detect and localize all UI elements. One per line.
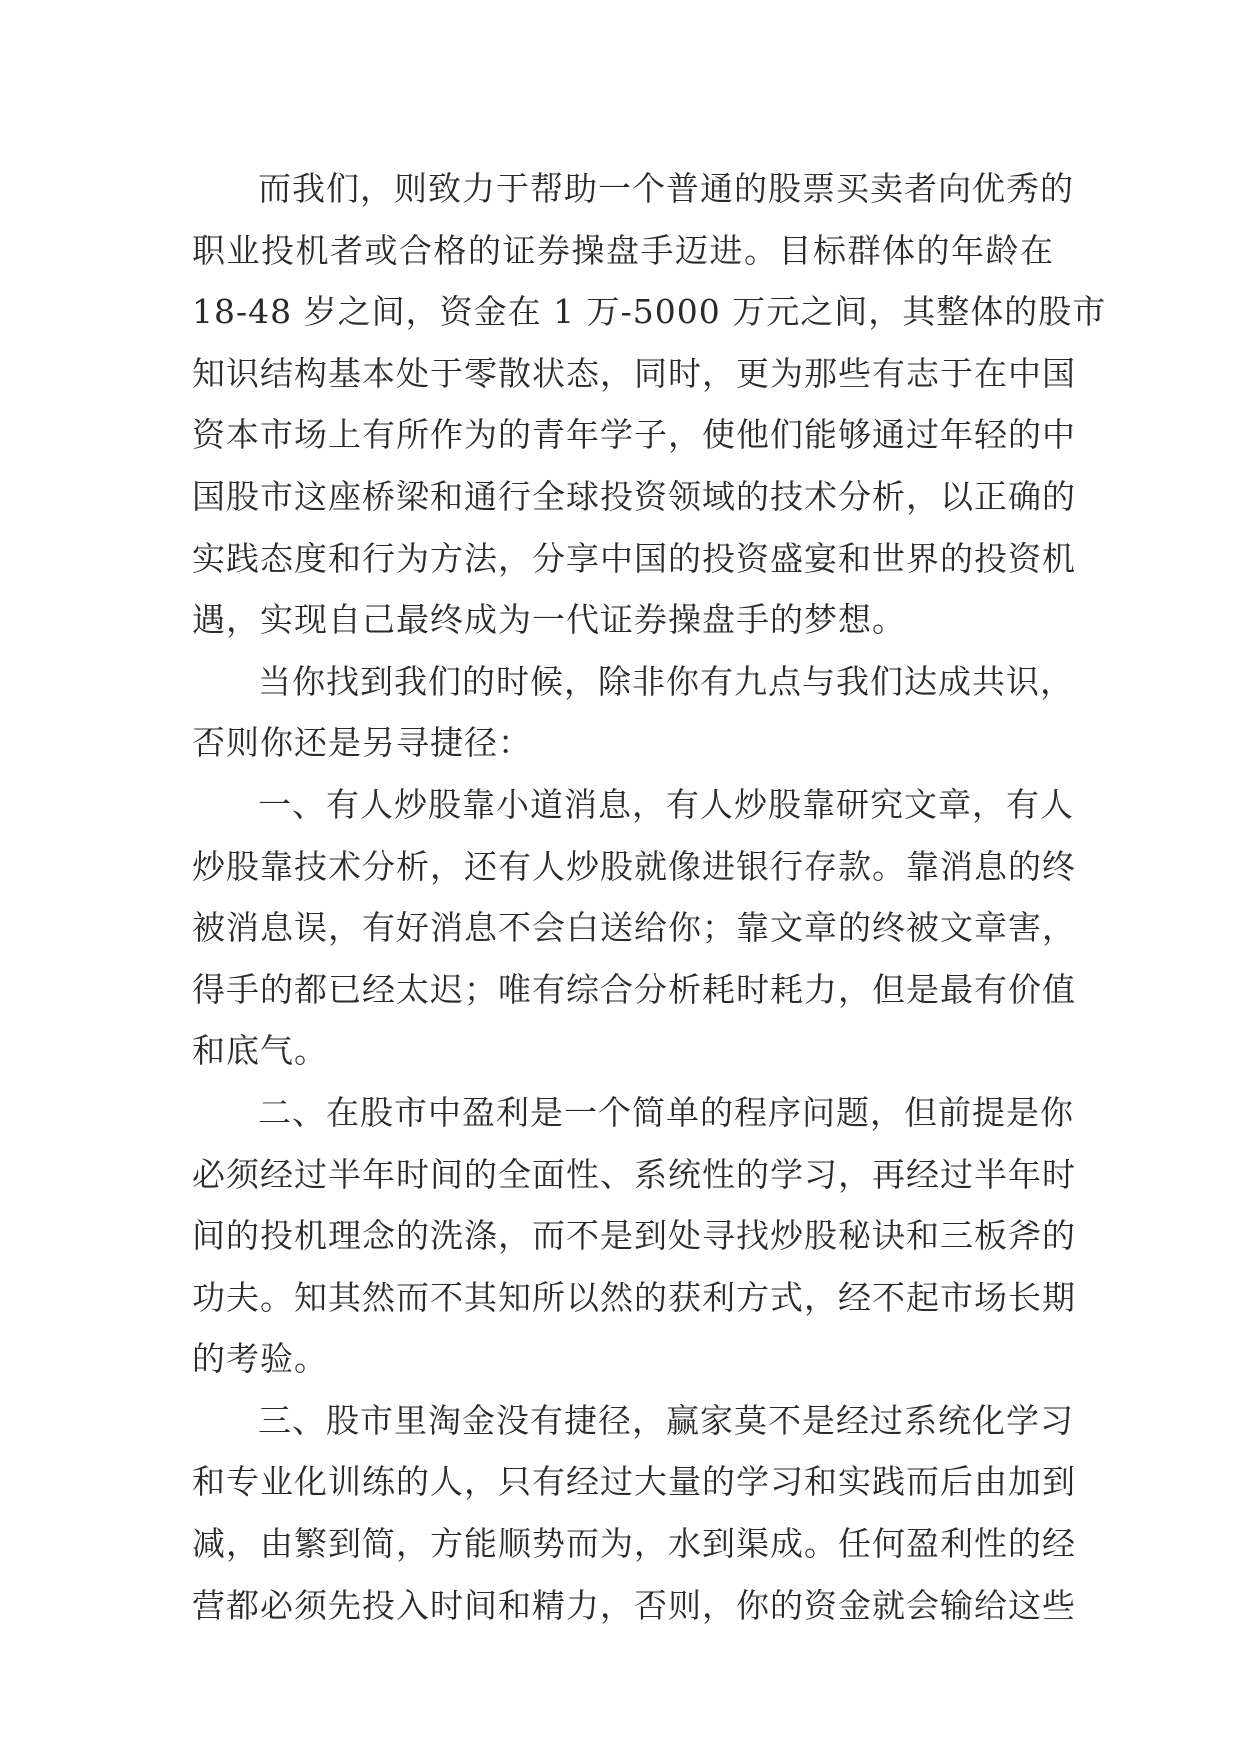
text-line: 和专业化训练的人，只有经过大量的学习和实践而后由加到	[192, 1462, 1076, 1502]
text-line: 和底气。	[192, 1031, 328, 1071]
text-line: 遇，实现自己最终成为一代证券操盘手的梦想。	[192, 600, 906, 640]
text-line: 必须经过半年时间的全面性、系统性的学习，再经过半年时	[192, 1154, 1076, 1194]
text-line: 一、有人炒股靠小道消息，有人炒股靠研究文章，有人	[258, 784, 1074, 824]
text-line: 资本市场上有所作为的青年学子，使他们能够通过年轻的中	[192, 415, 1076, 455]
text-line: 营都必须先投入时间和精力，否则，你的资金就会输给这些	[192, 1585, 1076, 1625]
text-line: 二、在股市中盈利是一个简单的程序问题，但前提是你	[258, 1092, 1074, 1132]
text-line: 否则你还是另寻捷径：	[192, 723, 532, 763]
text-line: 减，由繁到简，方能顺势而为，水到渠成。任何盈利性的经	[192, 1524, 1076, 1564]
text-line: 功夫。知其然而不其知所以然的获利方式，经不起市场长期	[192, 1277, 1076, 1317]
text-line: 18-48 岁之间，资金在 1 万-5000 万元之间，其整体的股市	[192, 292, 1107, 332]
text-line: 三、股市里淘金没有捷径，赢家莫不是经过系统化学习	[258, 1400, 1074, 1440]
text-line: 被消息误，有好消息不会白送给你；靠文章的终被文章害，	[192, 908, 1076, 948]
text-line: 炒股靠技术分析，还有人炒股就像进银行存款。靠消息的终	[192, 846, 1076, 886]
text-line: 而我们，则致力于帮助一个普通的股票买卖者向优秀的	[258, 169, 1074, 208]
text-line: 国股市这座桥梁和通行全球投资领域的技术分析，以正确的	[192, 476, 1076, 516]
text-line: 当你找到我们的时候，除非你有九点与我们达成共识，	[258, 661, 1074, 701]
text-line: 的考验。	[192, 1339, 328, 1379]
text-line: 实践态度和行为方法，分享中国的投资盛宴和世界的投资机	[192, 538, 1076, 578]
text-line: 知识结构基本处于零散状态，同时，更为那些有志于在中国	[192, 353, 1076, 393]
text-line: 职业投机者或合格的证券操盘手迈进。目标群体的年龄在	[192, 230, 1054, 270]
text-line: 得手的都已经太迟；唯有综合分析耗时耗力，但是最有价值	[192, 969, 1076, 1009]
body-text	[192, 158, 1107, 1636]
text-line: 间的投机理念的洗涤，而不是到处寻找炒股秘诀和三板斧的	[192, 1216, 1076, 1256]
